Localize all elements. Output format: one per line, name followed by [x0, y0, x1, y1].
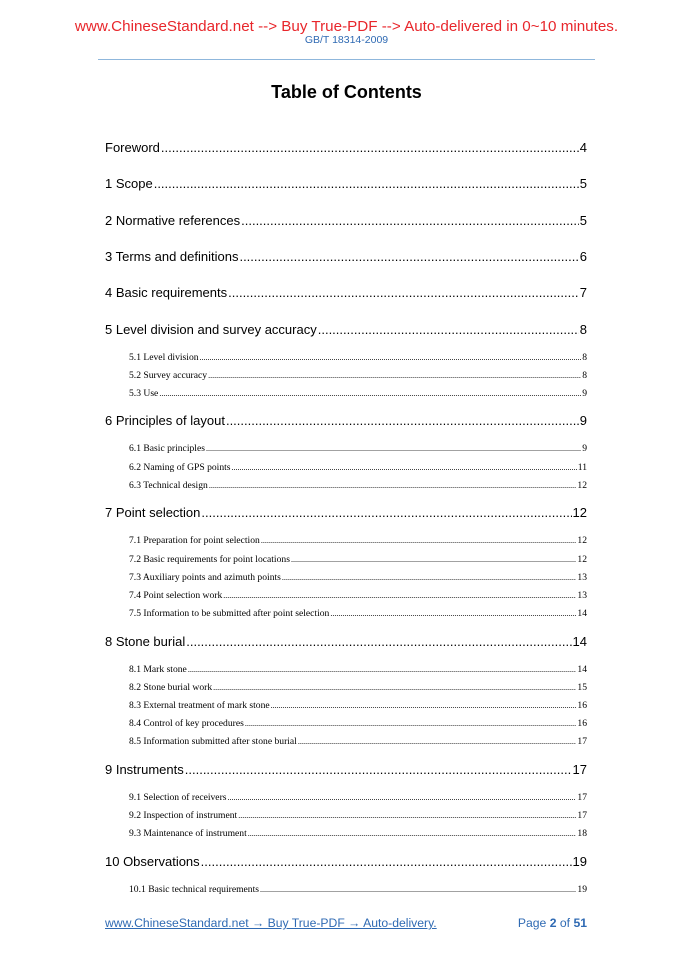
toc-entry-page: 19 — [577, 883, 587, 895]
toc-entry-title: 1 Scope — [105, 176, 153, 192]
toc-dot-leader — [271, 700, 577, 712]
toc-entry-page: 8 — [582, 351, 587, 363]
page-of-label: of — [559, 916, 571, 930]
toc-dot-leader — [154, 176, 579, 192]
toc-entry-title: 9 Instruments — [105, 761, 184, 777]
toc-entry-page: 4 — [579, 140, 587, 155]
toc-section-entry[interactable] — [129, 443, 587, 455]
toc-entry-title: 8.2 Stone burial work — [129, 681, 213, 693]
footer-link[interactable]: www.ChineseStandard.net → Buy True-PDF → Auto-delivery. — [105, 916, 437, 930]
toc-section-entry[interactable] — [129, 608, 587, 620]
toc-dot-leader — [298, 736, 577, 748]
toc-entry-page: 9 — [582, 443, 587, 455]
toc-entry-page: 18 — [577, 828, 587, 840]
page-prefix: Page — [517, 916, 547, 930]
toc-dot-leader — [208, 370, 581, 382]
toc-entry-page: 12 — [572, 505, 587, 521]
toc-entry-page: 13 — [577, 589, 587, 601]
toc-dot-leader — [159, 388, 581, 400]
toc-entry-page: 12 — [577, 479, 587, 491]
toc-section-entry[interactable] — [129, 810, 587, 822]
toc-dot-leader — [201, 505, 571, 521]
toc-chapter-entry[interactable] — [105, 213, 587, 229]
toc-entry-page: 16 — [577, 718, 587, 730]
toc-entry-title: 5.3 Use — [129, 387, 159, 399]
toc-dot-leader — [226, 413, 579, 429]
toc-section-entry[interactable] — [129, 700, 587, 712]
toc-dot-leader — [260, 884, 576, 896]
toc-entry-title: 5 Level division and survey accuracy — [105, 321, 317, 337]
page-title: Table of Contents — [271, 82, 422, 102]
toc-entry-title: 10 Observations — [105, 853, 200, 869]
toc-section-entry[interactable] — [129, 736, 587, 748]
toc-dot-leader — [291, 554, 576, 566]
toc-section-entry[interactable] — [129, 370, 587, 382]
toc-chapter-entry[interactable] — [105, 249, 587, 265]
toc-entry-title: 8.4 Control of key procedures — [129, 718, 244, 730]
total-page-number: 51 — [573, 916, 587, 930]
toc-entry-page: 5 — [579, 212, 587, 228]
toc-section-entry[interactable] — [129, 828, 587, 840]
toc-entry-page: 16 — [577, 700, 587, 711]
toc-entry-page: 5 — [579, 176, 587, 192]
toc-entry-page: 9 — [582, 387, 587, 399]
toc-entry-page: 7 — [579, 285, 587, 301]
current-page-number: 2 — [549, 916, 557, 930]
toc-dot-leader — [241, 213, 579, 229]
toc-entry-page: 6 — [579, 248, 587, 264]
toc-entry-title: 8.1 Mark stone — [129, 663, 187, 675]
toc-entry-title: 6.3 Technical design — [129, 479, 208, 491]
toc-entry-title: 9.3 Maintenance of instrument — [129, 828, 247, 840]
toc-chapter-entry[interactable] — [105, 140, 587, 156]
toc-dot-leader — [330, 608, 576, 620]
toc-chapter-entry[interactable] — [105, 413, 587, 429]
toc-entry-page: 9 — [579, 413, 587, 429]
toc-entry-page: 15 — [577, 681, 587, 693]
toc-entry-title: 6.2 Naming of GPS points — [129, 461, 231, 473]
toc-section-entry[interactable] — [129, 535, 587, 547]
toc-chapter-entry[interactable] — [105, 854, 587, 870]
toc-entry-page: 17 — [577, 736, 587, 748]
toc-section-entry[interactable] — [129, 462, 587, 474]
toc-entry-page: 8 — [582, 369, 587, 381]
toc-entry-title: 7 Point selection — [105, 505, 201, 521]
toc-entry-title: 9.2 Inspection of instrument — [129, 810, 238, 822]
toc-entry-page: 17 — [577, 791, 587, 803]
toc-dot-leader — [185, 762, 572, 778]
standard-code: GB/T 18314-2009 — [304, 34, 389, 46]
toc-entry-title: 9.1 Selection of receivers — [129, 791, 227, 803]
toc-entry-title: Foreword — [105, 140, 160, 155]
toc-entry-title: 8.5 Information submitted after stone burial — [129, 736, 297, 748]
toc-chapter-entry[interactable] — [105, 762, 587, 778]
footer — [105, 916, 587, 930]
toc-entry-title: 5.1 Level division — [129, 351, 199, 363]
toc-section-entry[interactable] — [129, 590, 587, 602]
toc-dot-leader — [318, 322, 579, 338]
toc-dot-leader — [201, 854, 572, 870]
toc-entry-title: 7.5 Information to be submitted after point selection — [129, 608, 330, 620]
toc-entry-page: 17 — [572, 761, 587, 777]
toc-entry-page: 8 — [579, 321, 587, 337]
toc-dot-leader — [206, 443, 581, 455]
toc-chapter-entry[interactable] — [105, 285, 587, 301]
toc-entry-title: 6.1 Basic principles — [129, 443, 205, 455]
toc-entry-title: 3 Terms and definitions — [105, 248, 239, 264]
toc-dot-leader — [282, 572, 577, 584]
toc-section-entry[interactable] — [129, 572, 587, 584]
toc-section-entry[interactable] — [129, 388, 587, 400]
toc-entry-page: 12 — [577, 553, 587, 565]
toc-entry-page: 19 — [572, 853, 587, 869]
header-divider — [98, 59, 595, 60]
toc-dot-leader — [245, 718, 577, 730]
toc-entry-title: 7.2 Basic requirements for point locations — [129, 553, 290, 565]
toc-dot-leader — [261, 535, 577, 547]
toc-dot-leader — [209, 480, 577, 492]
toc-entry-title: 6 Principles of layout — [105, 413, 225, 429]
toc-dot-leader — [213, 682, 576, 694]
toc-section-entry[interactable] — [129, 352, 587, 364]
page-indicator — [518, 916, 587, 930]
toc-dot-leader — [188, 664, 577, 676]
toc-entry-page: 14 — [577, 608, 587, 620]
toc-dot-leader — [186, 634, 571, 650]
toc-dot-leader — [228, 285, 579, 301]
toc-dot-leader — [200, 352, 582, 364]
toc-entry-page: 11 — [577, 461, 587, 473]
toc-chapter-entry[interactable] — [105, 322, 587, 338]
toc-entry-title: 7.1 Preparation for point selection — [129, 535, 260, 547]
toc-entry-title: 5.2 Survey accuracy — [129, 369, 208, 381]
toc-section-entry[interactable] — [129, 718, 587, 730]
toc-section-entry[interactable] — [129, 554, 587, 566]
toc-entry-title: 8 Stone burial — [105, 633, 186, 649]
toc-section-entry[interactable] — [129, 664, 587, 676]
toc-entry-title: 10.1 Basic technical requirements — [129, 883, 260, 895]
toc-dot-leader — [161, 140, 579, 156]
toc-section-entry[interactable] — [129, 682, 587, 694]
toc-dot-leader — [238, 810, 576, 822]
toc-entry-title: 2 Normative references — [105, 212, 241, 228]
toc-entry-page: 12 — [577, 535, 587, 547]
toc-entry-title: 7.4 Point selection work — [129, 589, 223, 601]
promo-banner[interactable]: www.ChineseStandard.net --> Buy True-PDF --> Auto-delivered in 0~10 minutes. — [74, 18, 619, 35]
toc-entry-title: 7.3 Auxiliary points and azimuth points — [129, 571, 281, 583]
toc-dot-leader — [239, 249, 578, 265]
toc-chapter-entry[interactable] — [105, 176, 587, 192]
toc-dot-leader — [228, 792, 577, 804]
toc-chapter-entry[interactable] — [105, 505, 587, 521]
toc-dot-leader — [248, 828, 577, 840]
toc-section-entry[interactable] — [129, 792, 587, 804]
toc-chapter-entry[interactable] — [105, 634, 587, 650]
toc-section-entry[interactable] — [129, 884, 587, 896]
toc-dot-leader — [223, 590, 576, 602]
toc-entry-title: 8.3 External treatment of mark stone — [129, 700, 270, 711]
toc-entry-page: 17 — [577, 810, 587, 822]
toc-dot-leader — [232, 462, 577, 474]
toc-entry-page: 13 — [577, 571, 587, 583]
toc-entry-page: 14 — [572, 633, 587, 649]
toc-section-entry[interactable] — [129, 480, 587, 492]
toc-entry-title: 4 Basic requirements — [105, 285, 228, 301]
toc-entry-page: 14 — [577, 663, 587, 675]
